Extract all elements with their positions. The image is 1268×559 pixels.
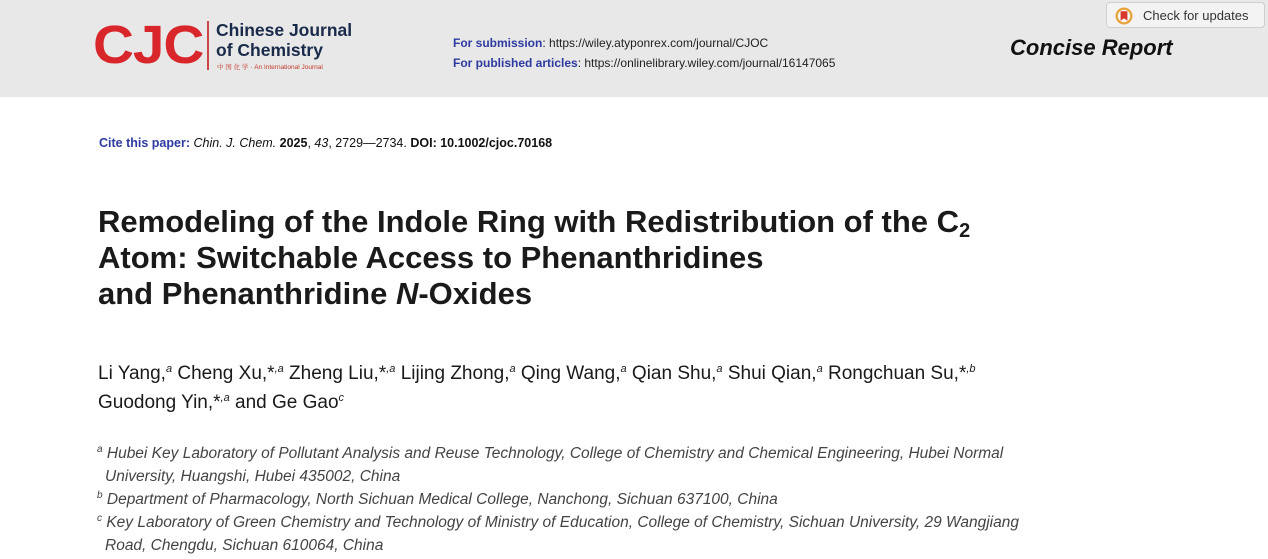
citation-year: 2025 (279, 136, 308, 150)
journal-links (453, 33, 835, 73)
article-title (98, 204, 1198, 312)
journal-logo-subtitle: 中 国 化 学 · An International Journal (217, 64, 323, 71)
citation-volume: 43 (314, 136, 329, 150)
published-colon: : (577, 56, 585, 70)
crossmark-icon (1115, 7, 1133, 25)
submission-colon: : (542, 36, 550, 50)
author: Cheng Xu,* (177, 363, 275, 384)
author: Shui Qian, (727, 363, 817, 384)
author: Guodong Yin,* (98, 392, 221, 413)
citation-journal: Chin. J. Chem. (193, 136, 277, 150)
affiliation-a: $^a$ Hubei Key Laboratory of Pollutant Analysis and Reuse Technology, College of Chemistry and Chemical Engineering, Hubei Normal (97, 444, 1004, 462)
citation-label: Cite this paper: (99, 136, 190, 150)
submission-link[interactable]: https://wiley.atyponrex.com/journal/CJOC (549, 36, 769, 50)
published-label: For published articles (453, 56, 578, 70)
journal-name-line2: of Chemistry (216, 40, 323, 60)
title-line-1: Remodeling of the Indole Ring with Redistribution of the $C_2$ (98, 204, 971, 242)
journal-logo: CJC (93, 15, 204, 75)
author: Qing Wang, (520, 363, 621, 384)
affiliation-c: $^c$ Key Laboratory of Green Chemistry and Technology of Ministry of Education, College of Chemistry, Sichuan University, 29 Wangjiang (97, 513, 1019, 531)
author: Lijing Zhong, (400, 363, 510, 384)
check-for-updates-label: Check for updates (1143, 8, 1249, 23)
title-line-2: Atom: Switchable Access to Phenanthridines (98, 240, 764, 275)
affiliation-c-cont: Road, Chengdu, Sichuan 610064, China (105, 537, 384, 554)
published-link[interactable]: https://onlinelibrary.wiley.com/journal/16147065 (584, 56, 836, 70)
submission-line (453, 33, 835, 53)
journal-header (0, 0, 1268, 97)
check-for-updates-button[interactable] (1106, 2, 1265, 28)
title-subscript: 2 (959, 220, 971, 242)
affiliation-b: $^b$ Department of Pharmacology, North Sichuan Medical College, Nanchong, Sichuan 637100, China (97, 490, 778, 508)
journal-name (216, 20, 352, 60)
logo-divider (207, 21, 209, 70)
published-line (453, 53, 835, 73)
author: Li Yang, (98, 363, 166, 384)
author: Zheng Liu,* (289, 363, 387, 384)
author: Rongchuan Su,* (827, 363, 967, 384)
citation-doi[interactable]: DOI: 10.1002/cjoc.70168 (410, 136, 553, 150)
author-list (98, 359, 1198, 417)
affiliations (97, 442, 1207, 557)
title-line-3: and Phenanthridine N-Oxides (98, 276, 533, 311)
citation: Cite this paper: Chin. J. Chem. 2025, 43, 2729—2734. DOI: 10.1002/cjoc.70168 (99, 136, 553, 150)
author-line-2: Guodong Yin,*$^{,a}$ and Ge Gao$^c$ (98, 392, 345, 413)
author-line-1: Li Yang,$^a$ Cheng Xu,*$^{,a}$ Zheng Liu,*$^{,a}$ Lijing Zhong,$^a$ Qing Wang,$^a$ Qian Shu,$^a$ Shui Qian,$^a$ Rongchuan Su,*$^{,b}$ (98, 363, 976, 384)
article-type: Concise Report (1010, 35, 1173, 60)
affiliation-a-cont: University, Huangshi, Hubei 435002, China (105, 468, 401, 485)
citation-pages: 2729—2734. (335, 136, 407, 150)
author: and Ge Gao (235, 392, 339, 413)
submission-label: For submission (453, 36, 543, 50)
author: Qian Shu, (631, 363, 717, 384)
journal-name-line1: Chinese Journal (216, 20, 353, 40)
